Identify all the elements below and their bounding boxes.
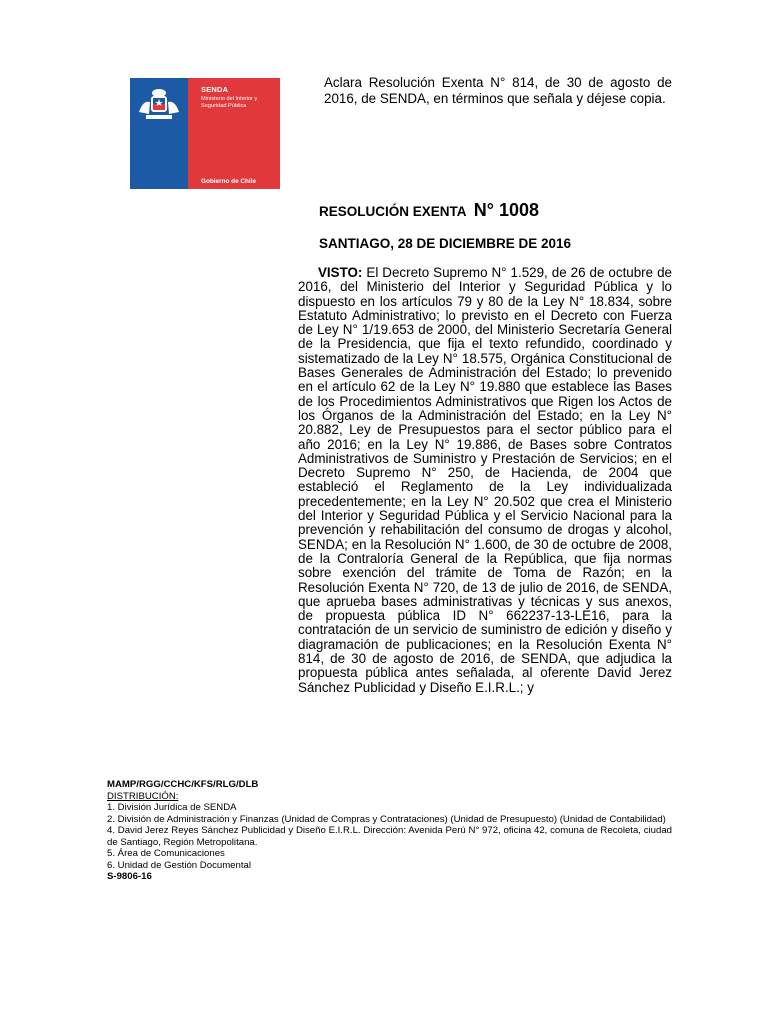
logo-blue-panel bbox=[130, 78, 188, 189]
distribution-item: 5. Área de Comunicaciones bbox=[107, 848, 225, 859]
distribution-item: 2. División de Administración y Finanzas (Unidad de Compras y Contrataciones) (Unidad de Presupuesto) (Unidad de Contabilidad) bbox=[107, 813, 666, 825]
logo-org-name: SENDA bbox=[201, 85, 229, 94]
distribution-heading: DISTRIBUCIÓN: bbox=[107, 790, 179, 802]
logo-government-label: Gobierno de Chile bbox=[201, 178, 257, 185]
logo-ministry-name: Ministerio del Interior y Seguridad Pública bbox=[201, 96, 258, 109]
resolution-number: N° 1008 bbox=[473, 200, 540, 220]
distribution-item: 1. División Jurídica de SENDA bbox=[107, 802, 237, 813]
distribution-item: 4. David Jerez Reyes Sánchez Publicidad y Diseño E.I.R.L. Dirección: Avenida Perú N° 972, oficina 42, comuna de Recoleta, ciudad de Santiago, Región Metropolitana. bbox=[107, 825, 672, 848]
logo-red-panel bbox=[188, 78, 280, 189]
visto-label: VISTO: bbox=[317, 265, 363, 280]
document-code: S-9806-16 bbox=[107, 871, 152, 882]
chile-coat-of-arms-icon bbox=[134, 84, 184, 124]
visto-text: El Decreto Supremo N° 1.529, de 26 de octubre de 2016, del Ministerio del Interior y Seguridad Pública y lo dispuesto en los artículos 79 y 80 de la Ley N° 18.834, sobre Estatuto Administrativo; lo previsto en el Decreto con Fuerza de Ley N° 1/19.653 de 2000, del Ministerio Secretaría General de la Presidencia, que fija el texto refundido, coordinado y sistematizado de la Ley N° 18.575, Orgánica Constitucional de Bases Generales de Administración del Estado; lo prevenido en el artículo 62 de la Ley N° 19.880 que establece las Bases de los Procedimientos Administrativos que Rigen los Actos de los Órganos de la Administración del Estado; en la Ley N° 20.882, Ley de Presupuestos para el sector público para el año 2016; en la Ley N° 19.886, de Bases sobre Contratos Administrativos de Suministro y Prestación de Servicios; en el Decreto Supremo N° 250, de Hacienda, de 2004 que estableció el Reglamento de la Ley individualizada precedentemente; en la Ley N° 20.502 que crea el Ministerio del Interior y Seguridad Pública y el Servicio Nacional para la prevención y rehabilitación del consumo de drogas y alcohol, SENDA; en la Resolución N° 1.600, de 30 de octubre de 2008, de la Contraloría General de la República, que fija normas sobre exención del trámite de Toma de Razón; en la Resolución Exenta N° 720, de 13 de julio de 2016, de SENDA, que aprueba bases administrativas y técnicas y sus anexos, de propuesta pública ID N° 662237-13-LE16, para la contratación de un servicio de suministro de edición y diseño y diagramación de publicaciones; en la Resolución Exenta N° 814, de 30 de agosto de 2016, de SENDA, que adjudica la propuesta pública antes señalada, al oferente David Jerez Sánchez Publicidad y Diseño E.I.R.L.; y bbox=[298, 265, 672, 695]
resolution-label: RESOLUCIÓN EXENTA bbox=[319, 204, 467, 219]
distribution-block bbox=[107, 779, 672, 883]
distribution-item: 6. Unidad de Gestión Documental bbox=[107, 859, 251, 871]
visto-paragraph bbox=[298, 266, 672, 695]
distribution-initials: MAMP/RGG/CCHC/KFS/RLG/DLB bbox=[107, 779, 259, 790]
resolution-title bbox=[319, 200, 539, 221]
senda-logo bbox=[130, 78, 280, 189]
resolution-date: SANTIAGO, 28 DE DICIEMBRE DE 2016 bbox=[319, 236, 572, 251]
resolution-summary: Aclara Resolución Exenta N° 814, de 30 de agosto de 2016, de SENDA, en términos que señala y déjese copia. bbox=[324, 75, 672, 106]
